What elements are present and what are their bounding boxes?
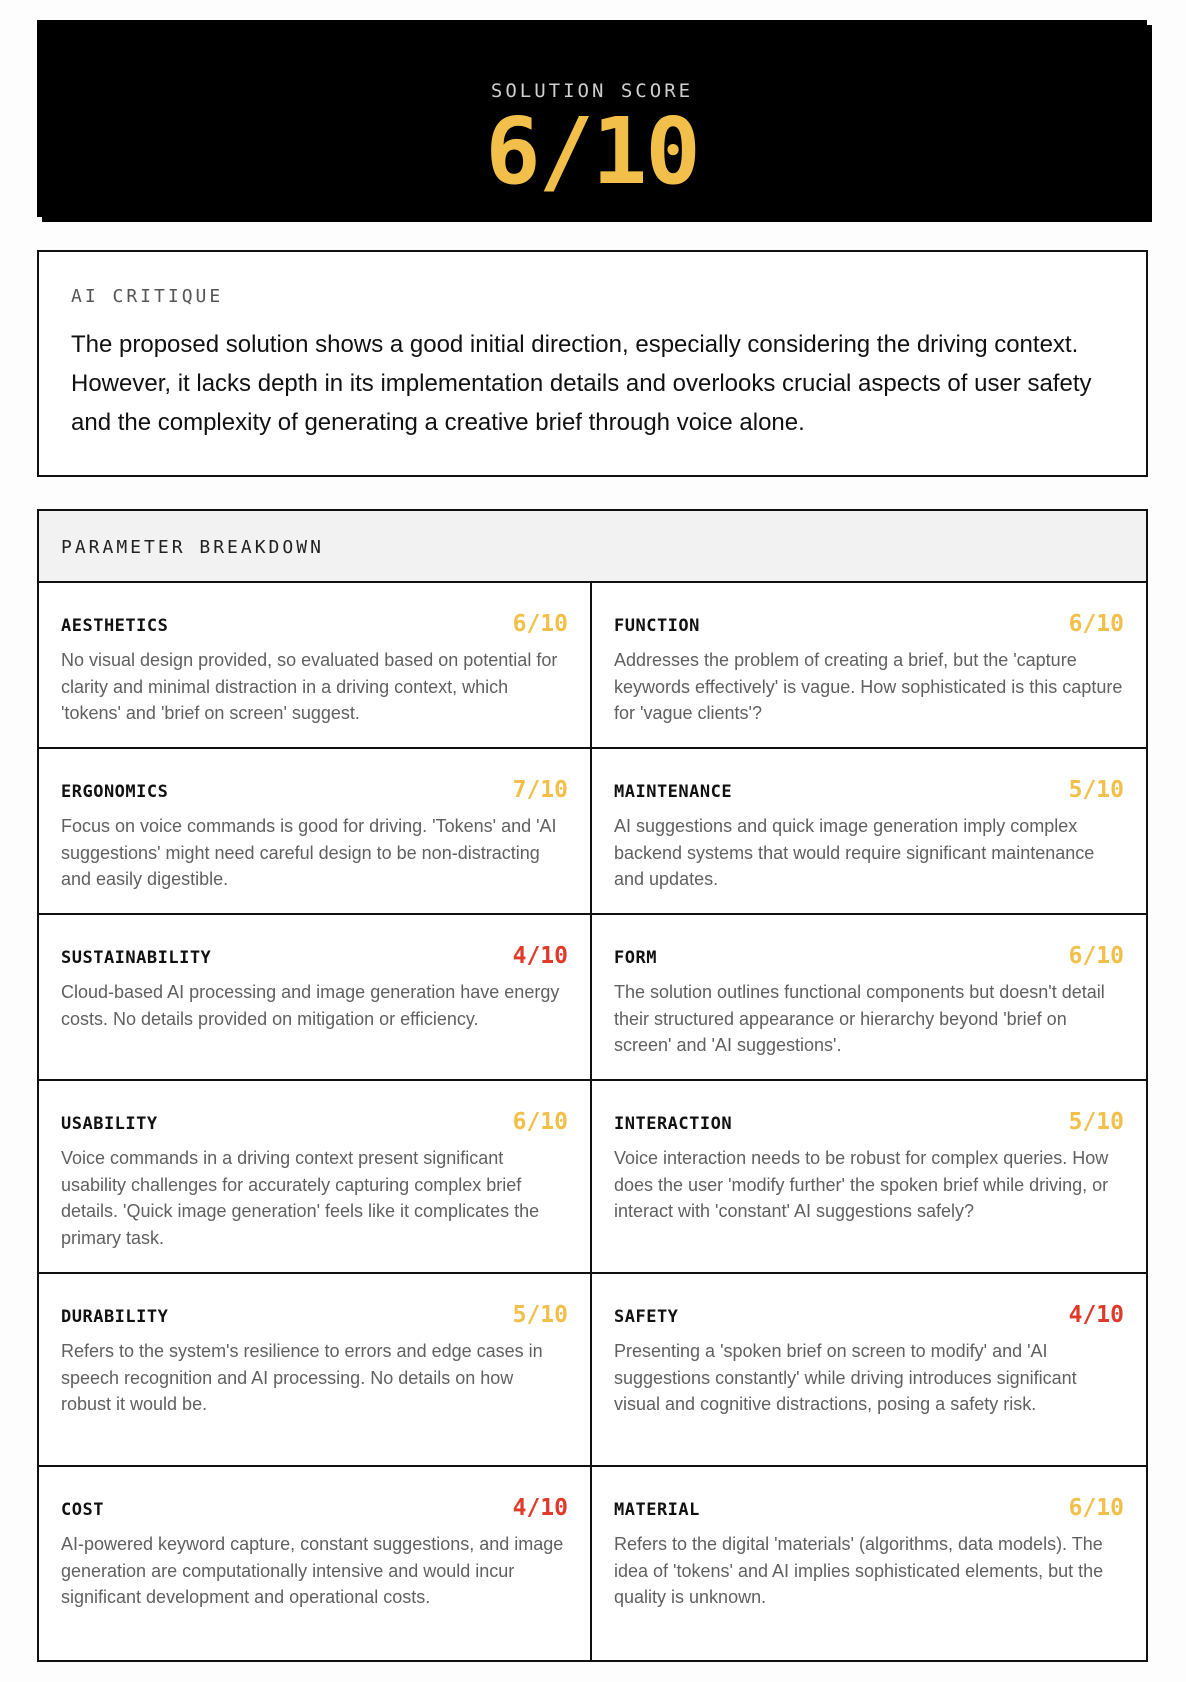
parameter-description: Voice interaction needs to be robust for complex queries. How does the user 'modify further' the spoken brief while driving, or interact with 'constant' AI suggestions safely? [614, 1148, 1109, 1221]
solution-score-value: 6/10 [485, 98, 699, 205]
parameter-name: SAFETY [614, 1307, 679, 1327]
parameter-description: Cloud-based AI processing and image generation have energy costs. No details provided on mitigation or efficiency. [61, 982, 560, 1029]
parameter-name: MAINTENANCE [614, 782, 733, 802]
parameter-score: 6/10 [512, 611, 568, 637]
parameter-name: MATERIAL [614, 1500, 700, 1520]
parameter-description: Refers to the digital 'materials' (algorithms, data models). The idea of 'tokens' and AI implies sophisticated elements, but the quality is unknown. [614, 1534, 1104, 1607]
parameter-cell-material [592, 1467, 1146, 1660]
parameter-score: 6/10 [1068, 611, 1124, 637]
parameter-description: No visual design provided, so evaluated based on potential for clarity and minimal distraction in a driving context, which 'tokens' and 'brief on screen' suggest. [61, 650, 558, 723]
solution-score-panel [37, 20, 1147, 217]
parameter-score: 4/10 [1068, 1302, 1124, 1328]
parameter-name: DURABILITY [61, 1307, 169, 1327]
parameter-cell-form [592, 915, 1146, 1081]
parameter-name: ERGONOMICS [61, 782, 169, 802]
parameter-name: SUSTAINABILITY [61, 948, 212, 968]
parameter-name: FUNCTION [614, 616, 700, 636]
ai-critique-panel [37, 250, 1148, 477]
parameter-score: 5/10 [1068, 777, 1124, 803]
parameter-name: AESTHETICS [61, 616, 169, 636]
parameter-name: USABILITY [61, 1114, 158, 1134]
parameter-score: 6/10 [1068, 943, 1124, 969]
parameter-score: 4/10 [512, 1495, 568, 1521]
parameter-score: 5/10 [512, 1302, 568, 1328]
parameter-cell-ergonomics [39, 749, 592, 915]
parameter-description: Focus on voice commands is good for driving. 'Tokens' and 'AI suggestions' might need careful design to be non-distracting and easily digestible. [61, 816, 557, 889]
parameter-cell-safety [592, 1274, 1146, 1467]
parameter-score: 7/10 [512, 777, 568, 803]
parameter-breakdown-panel [37, 509, 1148, 1662]
parameter-score: 5/10 [1068, 1109, 1124, 1135]
parameter-cell-maintenance [592, 749, 1146, 915]
parameter-description: The solution outlines functional components but doesn't detail their structured appearance or hierarchy beyond 'brief on screen' and 'AI suggestions'. [614, 982, 1105, 1055]
parameter-name: INTERACTION [614, 1114, 733, 1134]
parameter-cell-interaction [592, 1081, 1146, 1274]
parameter-grid [39, 583, 1146, 1660]
parameter-cell-function [592, 583, 1146, 749]
parameter-name: FORM [614, 948, 657, 968]
parameter-score: 6/10 [512, 1109, 568, 1135]
parameter-description: AI-powered keyword capture, constant suggestions, and image generation are computationally intensive and would incur significant development and operational costs. [61, 1534, 564, 1607]
parameter-cell-aesthetics [39, 583, 592, 749]
parameter-description: AI suggestions and quick image generation imply complex backend systems that would require significant maintenance and updates. [614, 816, 1095, 889]
parameter-description: Refers to the system's resilience to errors and edge cases in speech recognition and AI processing. No details on how robust it would be. [61, 1341, 543, 1414]
parameter-description: Voice commands in a driving context present significant usability challenges for accurately capturing complex brief details. 'Quick image generation' feels like it complicates the primary task. [61, 1148, 540, 1248]
parameter-description: Presenting a 'spoken brief on screen to modify' and 'AI suggestions constantly' while driving introduces significant visual and cognitive distractions, posing a safety risk. [614, 1341, 1077, 1414]
parameter-cell-sustainability [39, 915, 592, 1081]
parameter-score: 6/10 [1068, 1495, 1124, 1521]
parameter-cell-durability [39, 1274, 592, 1467]
parameter-score: 4/10 [512, 943, 568, 969]
parameter-name: COST [61, 1500, 104, 1520]
parameter-description: Addresses the problem of creating a brief, but the 'capture keywords effectively' is vague. How sophisticated is this capture for 'vague clients'? [614, 650, 1123, 723]
ai-critique-label: AI CRITIQUE [71, 286, 224, 307]
parameter-breakdown-title: PARAMETER BREAKDOWN [39, 511, 1146, 583]
parameter-cell-usability [39, 1081, 592, 1274]
solution-score-label: SOLUTION SCORE [490, 80, 694, 102]
parameter-cell-cost [39, 1467, 592, 1660]
ai-critique-text: The proposed solution shows a good initial direction, especially considering the driving context. However, it lacks depth in its implementation details and overlooks crucial aspects of user safety and the complexity of generating a creative brief through voice alone. [71, 331, 1092, 436]
